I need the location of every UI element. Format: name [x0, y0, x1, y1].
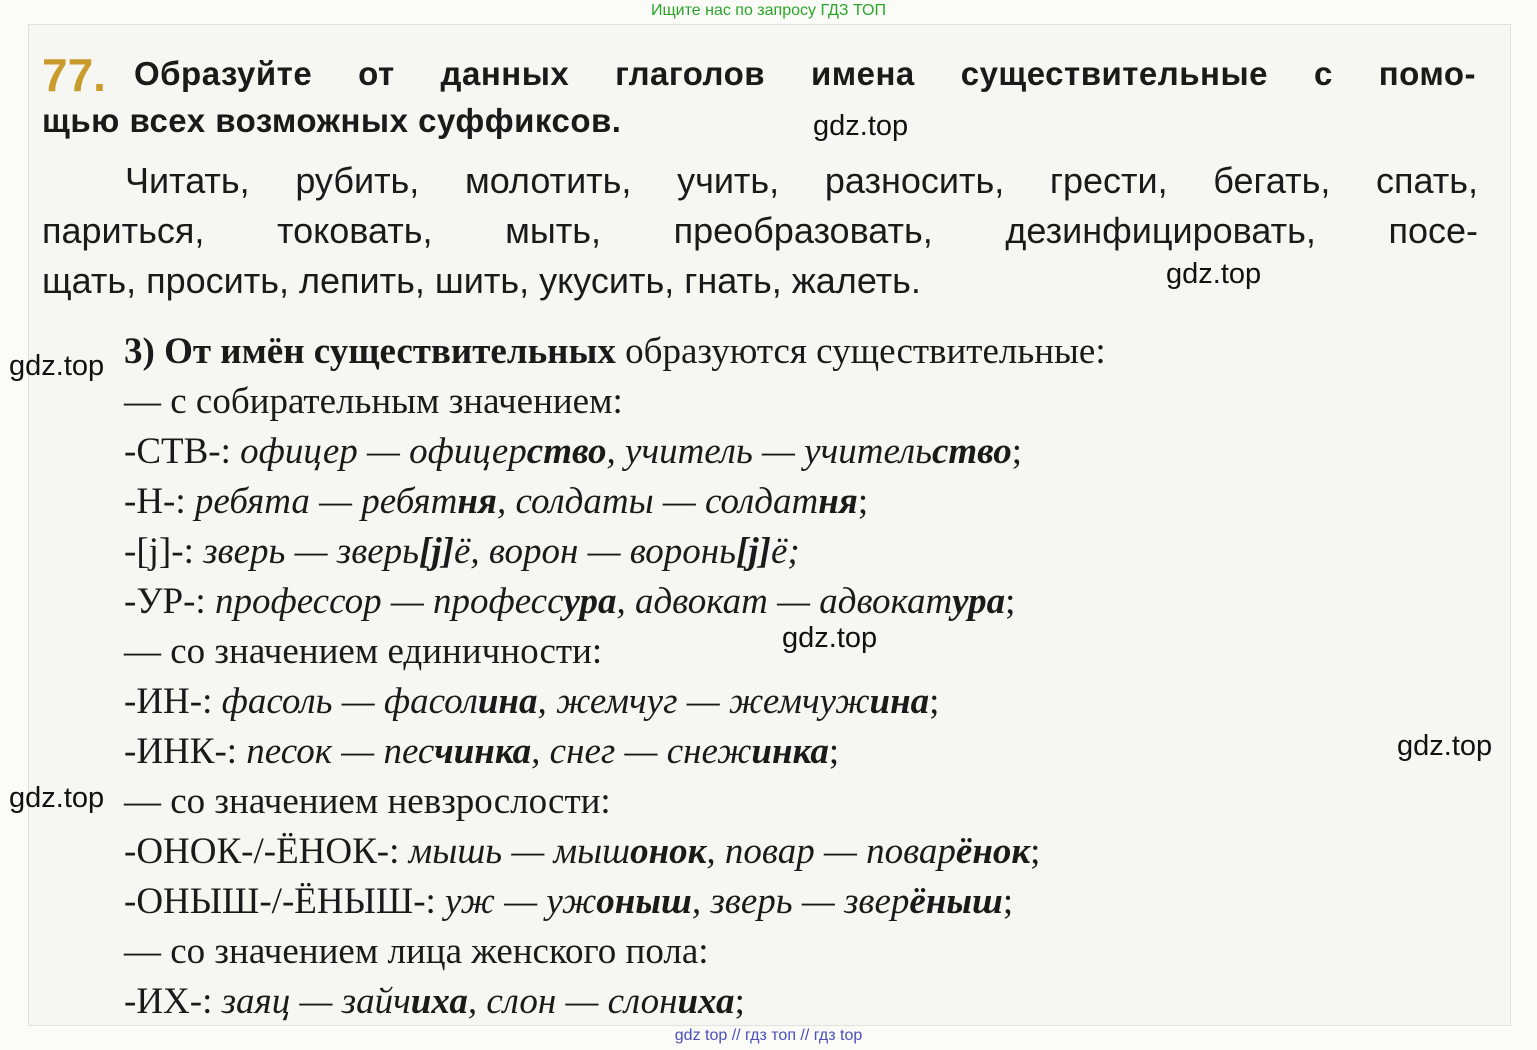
suffix-highlight: ня — [818, 481, 858, 522]
verb: Читать, — [125, 160, 250, 201]
verb: бегать, — [1213, 160, 1331, 201]
suffix-highlight: ня — [457, 481, 497, 522]
rule-line-onok — [124, 830, 1040, 873]
verb: токовать, — [277, 210, 433, 251]
task-word: Образуйте — [134, 55, 313, 92]
suffix-highlight: ина — [869, 681, 930, 722]
suffix-label: -ОНЫШ-/-ЁНЫШ-: — [124, 881, 446, 922]
collective-heading: — с собирательным значением: — [124, 381, 623, 422]
example: , снег — снеж — [531, 731, 752, 772]
verbs-line-2 — [42, 210, 1478, 252]
rule-number: 3) — [124, 331, 155, 372]
example: , слон — слон — [467, 981, 678, 1022]
task-word: имена — [810, 55, 915, 92]
verbs-line-1 — [125, 160, 1478, 202]
task-word: данных — [440, 55, 570, 92]
example: зверь — зверь — [203, 531, 420, 572]
suffix-highlight: оныш — [596, 881, 692, 922]
rule-heading-bold: От имён существительных — [164, 331, 616, 372]
suffix-label: -ИН-: — [124, 681, 222, 722]
young-heading: — со значением невзрослости: — [124, 781, 611, 822]
task-instruction-line1 — [134, 55, 1476, 93]
punct: ; — [1002, 881, 1014, 922]
verb: молотить, — [464, 160, 632, 201]
suffix-highlight: ство — [526, 431, 607, 472]
example: песок — пес — [246, 731, 435, 772]
suffix-highlight: [j] — [736, 531, 771, 572]
verb: посе- — [1388, 210, 1478, 251]
footer-watermark: gdz top // гдз топ // гдз top — [674, 1027, 863, 1044]
suffix-label: -УР-: — [124, 581, 215, 622]
task-word: от — [358, 55, 395, 92]
suffix-highlight: инка — [751, 731, 829, 772]
suffix-label: -ИХ-: — [124, 981, 222, 1022]
suffix-highlight: ина — [477, 681, 538, 722]
rule-line-onysh — [124, 880, 1013, 923]
suffix-highlight: онок — [630, 831, 707, 872]
watermark: gdz.top — [1397, 730, 1493, 762]
rule-line-j — [124, 530, 800, 573]
female-heading: — со значением лица женского пола: — [124, 931, 709, 972]
watermark: gdz.top — [813, 110, 909, 142]
rule-line-stv — [124, 430, 1022, 473]
example: , зверь — звер — [691, 881, 910, 922]
watermark: gdz.top — [9, 782, 105, 814]
suffix-highlight: иха — [410, 981, 468, 1022]
example: ё, ворон — воронь — [453, 531, 736, 572]
task-word: глаголов — [615, 55, 766, 92]
example: уж — уж — [445, 881, 597, 922]
verb: мыть, — [505, 210, 601, 251]
verb: преобразовать, — [673, 210, 933, 251]
verb: дезинфицировать, — [1005, 210, 1316, 251]
punct: ; — [1005, 581, 1016, 622]
task-instruction-line2: щью всех возможных суффиксов. — [42, 102, 622, 139]
punct: ; — [929, 681, 940, 722]
punct: ; — [857, 481, 869, 522]
verbs-line-3: щать, просить, лепить, шить, укусить, гнать, жалеть. — [42, 260, 921, 301]
rule-line-n — [124, 480, 868, 523]
suffix-highlight: ство — [931, 431, 1012, 472]
example: ё; — [770, 531, 800, 572]
suffix-label: -Н-: — [124, 481, 195, 522]
punct: ; — [734, 981, 745, 1022]
task-word: с — [1313, 55, 1333, 92]
suffix-highlight: ура — [952, 581, 1006, 622]
punct: ; — [1030, 831, 1041, 872]
suffix-label: -[j]-: — [124, 531, 204, 572]
rule-line-ih — [124, 980, 745, 1023]
example: , жемчуг — жемчуж — [537, 681, 870, 722]
verb: разносить, — [824, 160, 1005, 201]
verb: париться, — [42, 210, 205, 251]
rule-line-ur — [124, 580, 1015, 623]
suffix-label: -ОНОК-/-ЁНОК-: — [124, 831, 409, 872]
rule-line-ink — [124, 730, 839, 773]
task-word: помо- — [1378, 55, 1476, 92]
suffix-label: -СТВ-: — [124, 431, 241, 472]
watermark: gdz.top — [1166, 258, 1262, 290]
verb: грести, — [1049, 160, 1168, 201]
example: , учитель — учитель — [606, 431, 932, 472]
punct: ; — [1011, 431, 1022, 472]
example: , повар — повар — [706, 831, 956, 872]
task-word: существительные — [960, 55, 1269, 92]
example: , солдаты — солдат — [496, 481, 819, 522]
example: офицер — офицер — [240, 431, 527, 472]
example: ребята — ребят — [194, 481, 458, 522]
single-heading: — со значением единичности: — [124, 631, 603, 672]
example: профессор — професс — [214, 581, 564, 622]
watermark: gdz.top — [782, 622, 878, 654]
verb: учить, — [677, 160, 780, 201]
suffix-highlight: [j] — [419, 531, 454, 572]
suffix-highlight: ура — [563, 581, 617, 622]
example: заяц — зайч — [221, 981, 411, 1022]
top-banner: Ищите нас по запросу ГДЗ ТОП — [651, 2, 886, 19]
verb: рубить, — [295, 160, 420, 201]
suffix-highlight: ёнок — [955, 831, 1031, 872]
suffix-highlight: иха — [677, 981, 735, 1022]
suffix-label: -ИНК-: — [124, 731, 247, 772]
task-number: 77. — [42, 49, 106, 101]
verb: спать, — [1376, 160, 1478, 201]
example: мышь — мыш — [408, 831, 631, 872]
rule-heading — [124, 330, 1106, 373]
example: , адвокат — адвокат — [616, 581, 953, 622]
rule-line-in — [124, 680, 939, 723]
example: фасоль — фасол — [221, 681, 478, 722]
rule-heading-rest: образуются существительные: — [615, 331, 1106, 372]
suffix-highlight: ёныш — [909, 881, 1003, 922]
watermark: gdz.top — [9, 350, 105, 382]
punct: ; — [828, 731, 840, 772]
suffix-highlight: чинка — [434, 731, 532, 772]
